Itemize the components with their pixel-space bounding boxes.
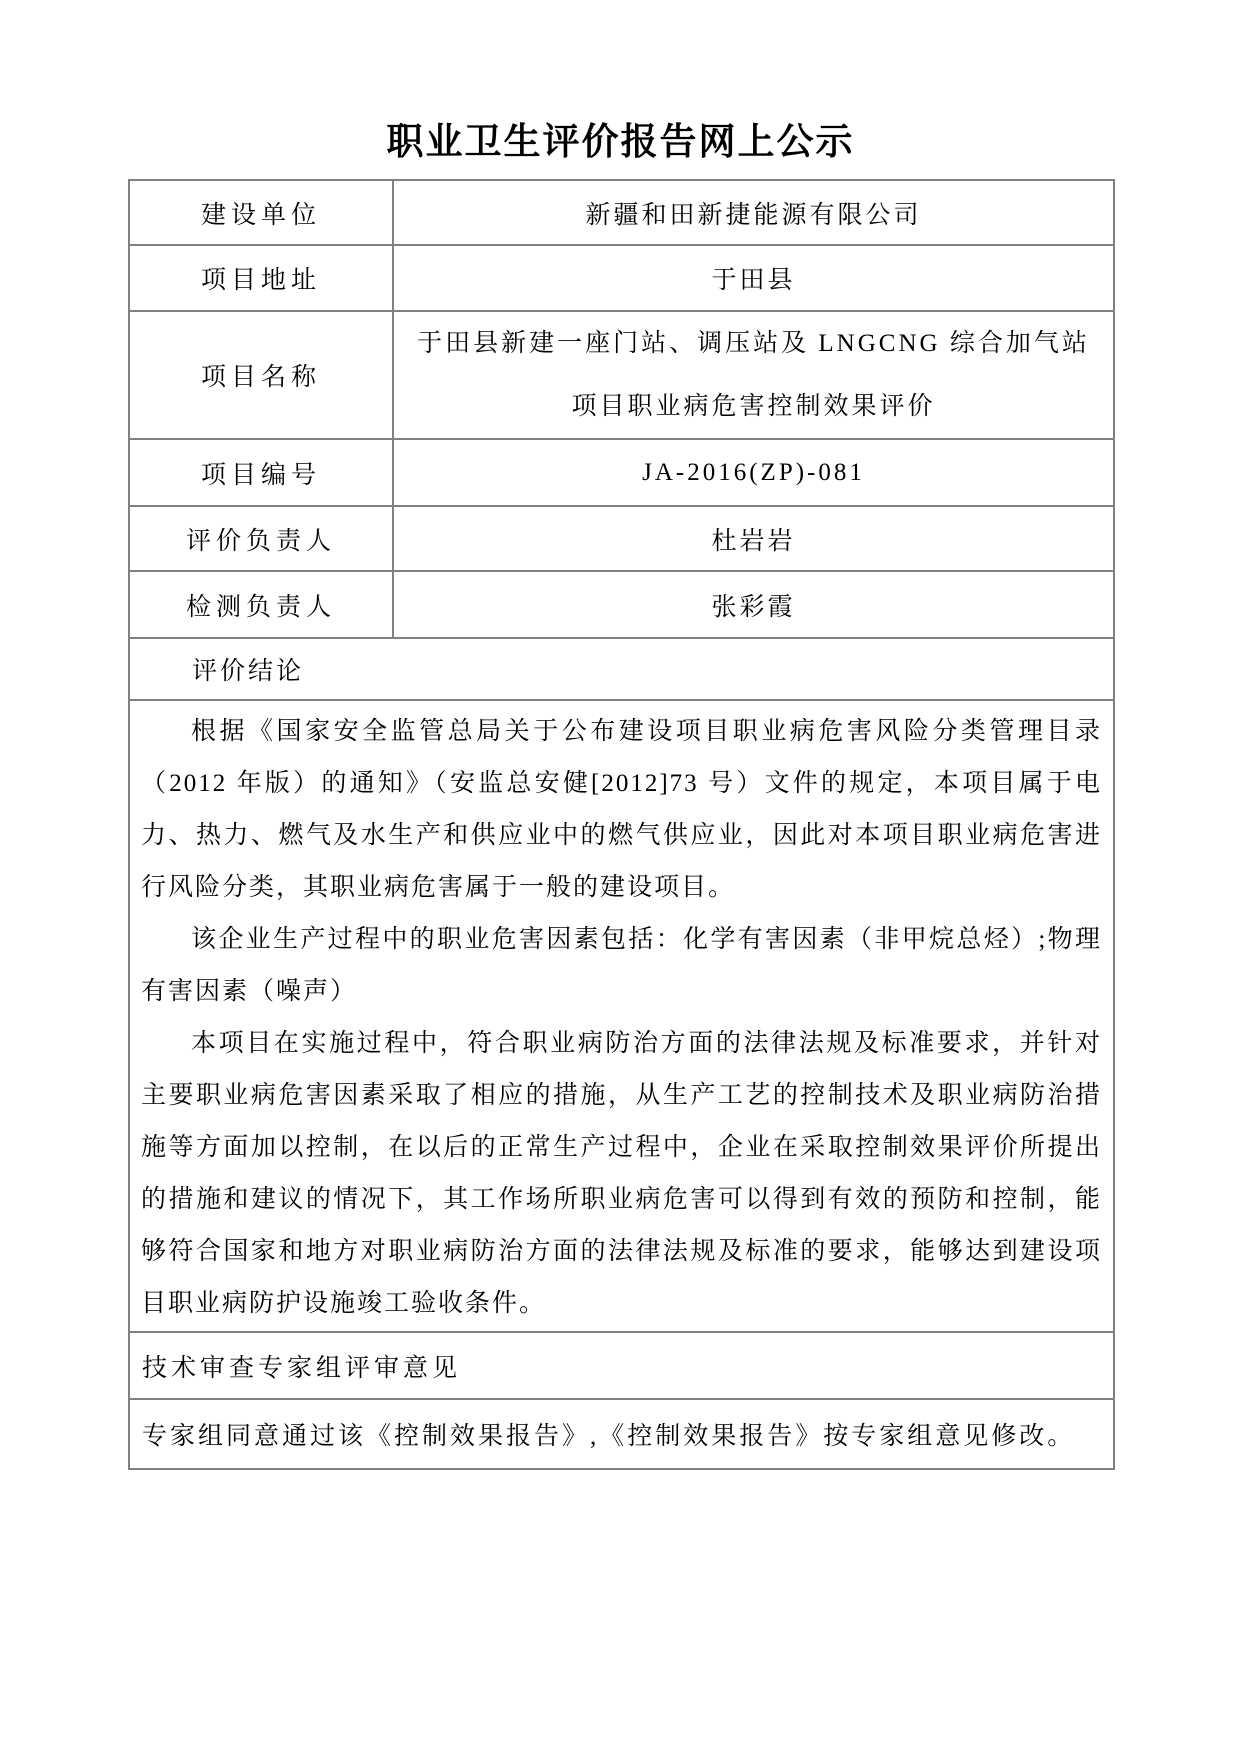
conclusion-paragraph-2: 该企业生产过程中的职业危害因素包括：化学有害因素（非甲烷总烃）;物理有害因素（噪声） bbox=[141, 926, 1102, 1005]
evaluation-lead-value: 杜岩岩 bbox=[393, 506, 1114, 571]
row-project-number bbox=[129, 439, 1114, 506]
evaluation-lead-label: 评价负责人 bbox=[129, 506, 393, 571]
construction-unit-value: 新疆和田新捷能源有限公司 bbox=[393, 180, 1114, 245]
conclusion-paragraph-1: 根据《国家安全监管总局关于公布建设项目职业病危害风险分类管理目录（2012 年版）的通知》（安监总安健[2012]73 号）文件的规定，本项目属于电力、热力、燃气及水生产和供应业中的燃气供应业，因此对本项目职业病危害进行风险分类，其职业病危害属于一般的建设项目。 bbox=[141, 718, 1102, 901]
project-name-label: 项目名称 bbox=[129, 311, 393, 439]
conclusion-body-cell bbox=[129, 700, 1114, 1332]
row-project-name bbox=[129, 311, 1114, 439]
row-construction-unit bbox=[129, 180, 1114, 245]
testing-lead-value: 张彩霞 bbox=[393, 571, 1114, 638]
document-page bbox=[128, 0, 1113, 1470]
expert-remark-text: 专家组同意通过该《控制效果报告》,《控制效果报告》按专家组意见修改。 bbox=[129, 1399, 1114, 1469]
project-address-label: 项目地址 bbox=[129, 245, 393, 311]
construction-unit-label: 建设单位 bbox=[129, 180, 393, 245]
project-number-label: 项目编号 bbox=[129, 439, 393, 506]
project-name-value: 于田县新建一座门站、调压站及 LNGCNG 综合加气站项目职业病危害控制效果评价 bbox=[393, 311, 1114, 439]
testing-lead-label: 检测负责人 bbox=[129, 571, 393, 638]
row-expert-header bbox=[129, 1332, 1114, 1399]
row-project-address bbox=[129, 245, 1114, 311]
project-number-value: JA-2016(ZP)-081 bbox=[393, 439, 1114, 506]
notice-table bbox=[128, 179, 1115, 1470]
conclusion-paragraph-3: 本项目在实施过程中，符合职业病防治方面的法律法规及标准要求，并针对主要职业病危害因素采取了相应的措施，从生产工艺的控制技术及职业病防治措施等方面加以控制，在以后的正常生产过程中，企业在采取控制效果评价所提出的措施和建议的情况下，其工作场所职业病危害可以得到有效的预防和控制，能够符合国家和地方对职业病防治方面的法律法规及标准的要求，能够达到建设项目职业病防护设施竣工验收条件。 bbox=[141, 1030, 1102, 1317]
row-testing-lead bbox=[129, 571, 1114, 638]
row-conclusion-header bbox=[129, 638, 1114, 700]
conclusion-header-label: 评价结论 bbox=[129, 638, 1114, 700]
project-address-value: 于田县 bbox=[393, 245, 1114, 311]
row-conclusion-body bbox=[129, 700, 1114, 1332]
row-expert-remark bbox=[129, 1399, 1114, 1469]
page-title: 职业卫生评价报告网上公示 bbox=[386, 122, 855, 163]
row-evaluation-lead bbox=[129, 506, 1114, 571]
expert-header-label: 技术审查专家组评审意见 bbox=[129, 1332, 1114, 1399]
